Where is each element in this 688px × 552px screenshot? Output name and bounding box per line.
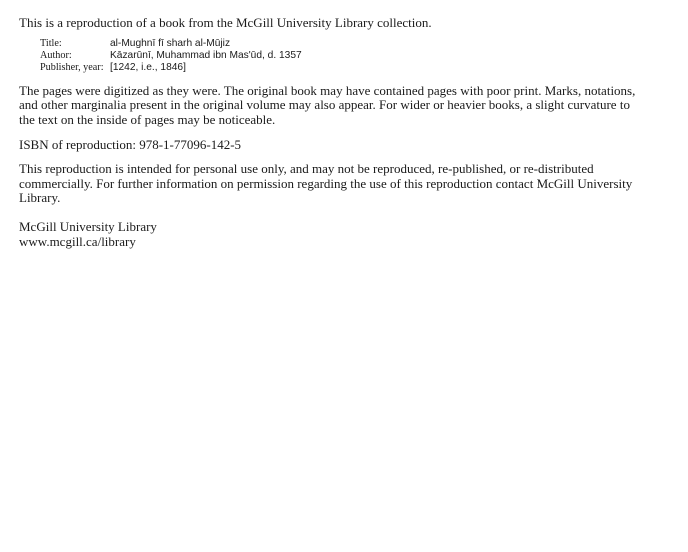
usage-note: This reproduction is intended for personal use only, and may not be reproduced, re-published, or re-distributed commercially. For further information on permission regarding the use of this reproduction contact McGill University Library. [19,161,633,206]
book-metadata-table [40,38,302,75]
title-value: al-Mughnī fī sharh al-Mūjiz [110,37,231,49]
library-url-link[interactable]: www.mcgill.ca/library [19,233,136,249]
contact-block [19,220,649,249]
author-label: Author: [40,50,72,61]
publisher-label: Publisher, year: [40,62,104,74]
digitization-note: The pages were digitized as they were. The original book may have contained pages with poor print. Marks, notations, and other marginalia present in the original volume may also appear. For wider or heavier books, a slight curvature to the text on the inside of pages may be noticeable. [19,82,636,127]
metadata-row-publisher [40,62,302,74]
reproduction-notice [19,16,649,249]
publisher-value: [1242, i.e., 1846] [110,62,186,74]
library-name: McGill University Library [19,218,157,234]
metadata-row-author [40,50,302,62]
intro-text: This is a reproduction of a book from the McGill University Library collection. [19,15,432,30]
metadata-row-title [40,38,302,50]
isbn-line: ISBN of reproduction: 978-1-77096-142-5 [19,136,242,152]
title-label: Title: [40,37,62,49]
author-value: Kāzarūnī, Muhammad ibn Mas'ūd, d. 1357 [110,50,302,61]
